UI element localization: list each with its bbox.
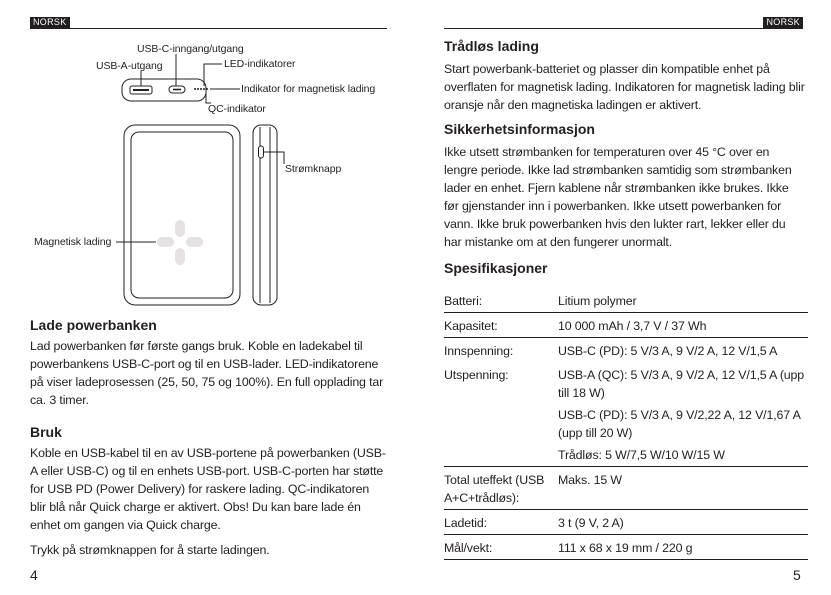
section-title-safety: Sikkerhetsinformasjon: [444, 121, 595, 137]
spec-value: Maks. 15 W: [558, 467, 808, 510]
language-tag-right: NORSK: [763, 17, 803, 28]
section-body-wireless: Start powerbank-batteriet og plasser din kompatible enhet på overflaten for magnetisk lading. Indikatoren for magnetisk lading blir oransje når den magnetiska ladingen er aktivert.: [444, 62, 805, 112]
spec-subvalue: USB-C (PD): 5 V/3 A, 9 V/2,22 A, 12 V/1,67 A (upp till 20 W): [558, 408, 801, 440]
page-number-left: 4: [30, 567, 38, 583]
spec-key: Total uteffekt (USB A+C+trådløs):: [444, 467, 558, 510]
label-magnetic-charging: Magnetisk lading: [34, 236, 112, 248]
spec-value: Litium polymer: [558, 294, 637, 308]
spec-value: 3 t (9 V, 2 A): [558, 510, 808, 535]
label-usba-port: USB-A-utgang: [96, 60, 163, 72]
label-magnetic-indicator: Indikator for magnetisk lading: [241, 83, 376, 95]
page-number-right: 5: [793, 567, 801, 583]
spec-table: [444, 288, 808, 560]
spec-row: [444, 510, 808, 535]
power-button-icon: [259, 146, 264, 158]
label-power-button: Strømknapp: [285, 163, 342, 175]
section-title-specs: Spesifikasjoner: [444, 260, 548, 276]
section-body-usage-power: Trykk på strømknappen for å starte ladingen.: [30, 543, 270, 557]
spec-row: [444, 467, 808, 510]
powerbank-front-view: [124, 125, 240, 305]
spec-row: [444, 338, 808, 363]
spec-key: Kapasitet:: [444, 313, 558, 338]
section-title-usage: Bruk: [30, 424, 62, 440]
spec-row: [444, 288, 808, 313]
spec-key: Utspenning:: [444, 368, 509, 382]
label-led-indicators: LED-indikatorer: [224, 58, 296, 70]
magnetic-charging-icon: [162, 225, 198, 260]
label-usbc-port: USB-C-inngang/utgang: [137, 43, 244, 55]
spec-key: Mål/vekt:: [444, 535, 558, 560]
spec-subvalue: Trådløs: 5 W/7,5 W/10 W/15 W: [558, 448, 725, 462]
spec-row: [444, 535, 808, 560]
spec-value: 111 x 68 x 19 mm / 220 g: [558, 535, 808, 560]
section-body-safety: Ikke utsett strømbanken for temperaturen over 45 °C over en lengre periode. Ikke lad strømbanken samtidig som strømbanken lader en enhet. Fjern kablene når strømbanken ikke brukes. Ikke før gjenstander inn i powerbanken. Ikke utsett powerbanken for vann. Ikke bruk powerbanken hvis den lukter rart, lekker eller du har mistanke om at den fungerer unormalt.: [444, 145, 792, 249]
label-qc-indicator: QC-indikator: [208, 103, 266, 115]
spec-subvalue: USB-A (QC): 5 V/3 A, 9 V/2 A, 12 V/1,5 A (upp till 18 W): [558, 368, 805, 400]
language-tag-left: NORSK: [30, 17, 70, 28]
spec-row: [444, 313, 808, 338]
section-body-charging: Lad powerbanken før første gangs bruk. Koble en ladekabel til powerbankens USB-C-port og til en USB-lader. LED-indikatorene på viser ladeprosessen (25, 50, 75 og 100%). En full opplading tar ca. 3 timer.: [30, 339, 384, 407]
section-body-usage: Koble en USB-kabel til en av USB-portene på powerbanken (USB-A eller USB-C) og til en enhets USB-port. USB-C-porten har støtte for USB PD (Power Delivery) for raskere lading. QC-indikatoren blir blå når Quick charge er aktivert. Obs! Du kan bare lade én enhet om gangen via Quick charge.: [30, 446, 386, 532]
section-title-wireless: Trådløs lading: [444, 38, 539, 54]
spec-key: Batteri:: [444, 294, 483, 308]
spec-key: Innspenning:: [444, 338, 558, 363]
section-title-charging: Lade powerbanken: [30, 317, 157, 333]
spec-value: USB-C (PD): 5 V/3 A, 9 V/2 A, 12 V/1,5 A: [558, 338, 808, 363]
spec-key: Ladetid:: [444, 510, 558, 535]
spec-row: [444, 362, 808, 467]
spec-value: [558, 362, 808, 467]
spec-value: 10 000 mAh / 3,7 V / 37 Wh: [558, 313, 808, 338]
